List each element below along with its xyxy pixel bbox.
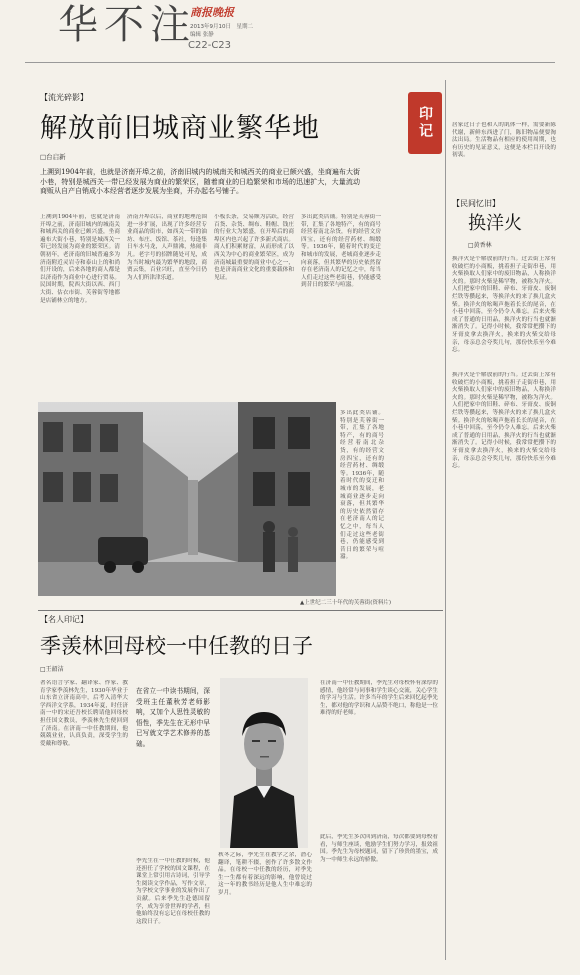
portrait-photo bbox=[220, 678, 308, 848]
editor-credit: 编辑 张静 bbox=[190, 32, 214, 38]
article2-body-col5: 此后，季先生多次回到济南，每次都要到母校看看，与师生座谈，勉励学生们努力学习，报效祖国。季先生为母校题词，留下了珍贵的墨宝，成为一中师生永远的骄傲。 bbox=[320, 834, 438, 863]
article1-column-tag: 【流光碎影】 bbox=[40, 93, 88, 102]
sidebar-intro: 居家过日子也和人的肌体一样，需要新陈代谢，新鲜东西进了门，陈旧物品便要淘汰出局。生活物品有相应的使用周期，也有历史的见证意义，这便是本栏目开设的初衷。 bbox=[452, 122, 556, 159]
article2-body-col4: 在济南一中任教期间，季先生对母校怀有深厚的感情，他经常与同事和学生谈心交流，关心学生的学习与生活。许多当年的学生后来回忆起季先生，都对他的学识和人品赞不绝口，称他是一位难得的好老师。 bbox=[320, 680, 438, 717]
sidebar-body: 换洋火是个解放前的行当。过去街上常有收破烂的小商贩，挑着担子走街串巷，用火柴换取人们家中的废旧物品，人称换洋火的。那时火柴是稀罕物，被称为洋火。人们把家中的旧鞋、碎布、牙膏皮、废铜烂铁等攒起来，等换洋火的来了换几盒火柴。换洋火的吆喝声拖着长长的尾音，在小巷中回荡，至今仍令人难忘。后来火柴成了普通的日用品，换洋火的行当也就渐渐消失了。记得小时候，我常常把攒下的牙膏皮拿去换洋火，换来的火柴交给母亲，母亲总会夸奖几句，那份快乐至今难忘。 bbox=[452, 256, 556, 354]
article1-body-col4: 多出此类店铺。特别是芙蓉街一带，汇集了各地特产，有的商号经营着南北杂货，有的经营文房四宝，还有的经营药材、绸缎等。1936年，随着时代的变迁和城市的发展，老城商业逐步走向衰落，但其繁华的历史依然留存在老济南人的记忆之中，每当人们走过这些老街巷，仍能感受到昔日的繁荣与喧嚣。 bbox=[301, 214, 381, 289]
sidebar-divider bbox=[445, 80, 446, 960]
article2-body-col3: 秋冬之际，季先生在教学之余，潜心翻译，笔耕不辍，创作了许多散文作品。在母校一中任教的经历，对季先生一生都有着深远的影响，他曾说过这一年的教书经历是他人生中难忘的岁月。 bbox=[218, 852, 312, 896]
section-rule bbox=[38, 610, 443, 611]
article2-author: □王韶洁 bbox=[40, 666, 64, 673]
article2-column-tag: 【名人印记】 bbox=[40, 615, 88, 624]
photo-caption: ▲上世纪二三十年代的芙蓉街(资料片) bbox=[300, 600, 392, 606]
seal-stamp bbox=[408, 92, 442, 154]
article1-body-col4b: 多出此类店铺。特别是芙蓉街一带，汇集了各地特产，有的商号经营着南北杂货，有的经营文房四宝，还有的经营药材、绸缎等。1936年，随着时代的变迁和城市的发展，老城商业逐步走向衰落，但其繁华的历史依然留存在老济南人的记忆之中，每当人们走过这些老街巷，仍能感受到昔日的繁荣与喧嚣。 bbox=[340, 410, 384, 561]
page-numbers: C22-C23 bbox=[188, 40, 232, 51]
issue-date: 2013年9月10日 星期二 bbox=[190, 24, 253, 30]
sidebar-headline: 换洋火 bbox=[468, 213, 522, 234]
article1-body-col3: 小板长条，交易颇为活跃，经营百货、杂货、绸布、鞋帽、钱庄的行业大为繁盛，在开埠后的商埠区内也兴起了许多新式商店。商人们积累财富，从而形成了以西关为中心的商业繁荣区，成为济南城最重要的商业中心之一，也是济南商业文化的重要载体和见证。 bbox=[214, 214, 294, 281]
article2-body-col2: 季先生在一中任教的时候，他还担任了学校的国文课程，在课堂上常引用古诗词，引导学生阅读文学作品，写作文章，为学校文学事业的发展作出了贡献。后来季先生赴德国留学，成为享誉世界的学者，但他始终没有忘记在母校任教的这段日子。 bbox=[136, 858, 210, 925]
article1-body-col1: 上溯到1904年前，也就是济南开埠之前，济南旧城内的城南关和城西关的商业已颇兴盛，坐商遍布大街小巷，特别是城西关一带已经发展为商业的繁荣区。清朝初年，老济南的旧城普遍多为济南附近灵岩寺和泰山上的和尚们开设的，后来各地的商人都是以济南作为商业中心进行贸易。民国时期，院西大街以西、西门大街、估衣市街、芙蓉街等地都是店铺林立的地方。 bbox=[40, 214, 120, 304]
sidebar-body-cont: 换洋火是个解放前的行当。过去街上常有收破烂的小商贩，挑着担子走街串巷，用火柴换取人们家中的废旧物品，人称换洋火的。那时火柴是稀罕物，被称为洋火。人们把家中的旧鞋、碎布、牙膏皮、废铜烂铁等攒起来，等换洋火的来了换几盒火柴。换洋火的吆喝声拖着长长的尾音，在小巷中回荡，至今仍令人难忘。后来火柴成了普通的日用品，换洋火的行当也就渐渐消失了。记得小时候，我常常把攒下的牙膏皮拿去换洋火，换来的火柴交给母亲，母亲总会夸奖几句，那份快乐至今难忘。 bbox=[452, 372, 556, 470]
sidebar-author: □黄香林 bbox=[468, 242, 492, 249]
seal-text: 印记 bbox=[417, 106, 433, 140]
article2-headline: 季羡林回母校一中任教的日子 bbox=[40, 634, 313, 658]
article1-lead: 上溯到1904年前，也就是济南开埠之前，济南旧城内的城南关和城西关的商业已颇兴盛，坐商遍布大街小巷，特别是城西关一带已经发展为商业的繁荣区，随着商业的日趋繁荣和市场的迅速扩大，大量流动商贩从自产自销成小本经营者逐步发展为坐商，开办起名号铺子。 bbox=[40, 168, 360, 195]
article1-author: □台启新 bbox=[40, 153, 66, 161]
masthead-rule bbox=[25, 62, 555, 63]
newspaper-logo: 商报晚报 bbox=[190, 6, 234, 19]
article1-body-col2: 济南开埠以后，商业的地理范围进一步扩展，出现了许多经营专业商品的街市，如西关一带的油坊、布庄、饭馆、茶社，每逢集日车水马龙，人声鼎沸，热闹非凡。老字号的招牌随处可见，成为当时城内最为繁华的地段，商贾云集，百业兴旺，直至今日仍为人们所津津乐道。 bbox=[127, 214, 207, 281]
street-photo bbox=[38, 402, 336, 596]
article1-headline: 解放前旧城商业繁华地 bbox=[40, 113, 320, 144]
article2-pullquote: 在省立一中读书期间，深受班主任董秋芳老师影响，又加个人思性灵敏的悟性，季先生在无形中早已写就文学艺术修养的基础。 bbox=[136, 687, 210, 748]
sidebar-column-tag: 【民间忆旧】 bbox=[452, 199, 500, 208]
article2-body-col1: 著名语言学家、翻译家、作家、教育学家季羡林先生，1930年毕业于山东省立济南高中，后考入清华大学西洋文学系，1934年夏，时任济南一中的宋还吾校长聘请他回母校担任国文教员，季羡林先生便回到了济南。在济南一中任教期间，他兢兢业业，认真负责，深受学生的爱戴和尊敬。 bbox=[40, 680, 128, 747]
masthead-title: 华不注 bbox=[58, 2, 196, 48]
